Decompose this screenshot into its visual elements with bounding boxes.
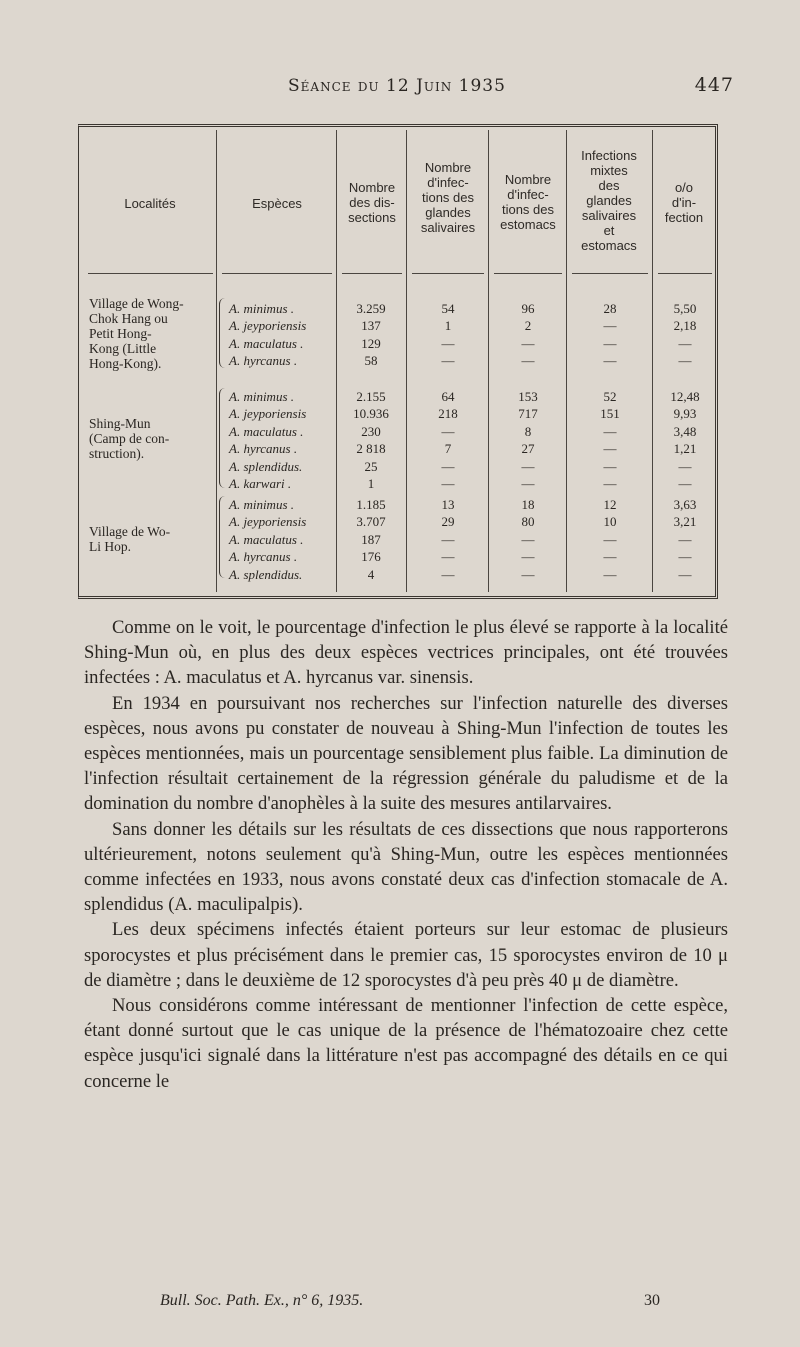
glandes-cell: 64 [441,389,455,404]
header-estomacs: Nombre d'infec- tions des estomacs [500,172,556,232]
dissections-cell: 137 [361,318,381,334]
species-cell: A. jeyporiensis [229,318,307,334]
header-title: Séance du 12 Juin 1935 [288,76,506,96]
mixtes-cell: 12 [603,497,617,512]
estomacs-cell: — [521,353,535,369]
species-cell: A. minimus . [229,301,294,316]
species-cell: A. minimus . [229,389,294,404]
mixtes-cell: 10 [603,514,617,530]
estomacs-cell: 2 [524,318,532,334]
dissections-cell: 1.185 [356,497,386,512]
species-cell: A. minimus . [229,497,294,512]
species-cell: A. maculatus . [229,531,304,547]
dissections-cell: 1 [367,476,375,491]
mixtes-cell: — [603,476,617,491]
paragraph: Sans donner les détails sur les résultats de ces dissections que nous rapporterons ultérieurement, notons seulement qu'à Shing-Mun, outre les espèces mentionnées comme infectées en 1933, nous avons constaté deux cas d'infection stomacale de A. splendidus (A. maculipalpis). [84,818,728,916]
species-cell: A. splendidus. [229,458,303,474]
species-cell: A. jeyporiensis [229,514,307,530]
pct-cell: — [678,353,692,369]
glandes-cell: — [441,353,455,369]
glandes-cell: 1 [444,318,452,334]
species-cell: A. maculatus . [229,335,304,351]
mixtes-cell: 52 [603,389,617,404]
species-cell: A. maculatus . [229,423,304,439]
glandes-cell: — [441,458,455,474]
glandes-cell: 13 [441,497,455,512]
mixtes-cell: — [603,423,617,439]
mixtes-cell: — [603,531,617,547]
pct-cell: 12,48 [670,389,700,404]
estomacs-cell: 27 [521,441,535,457]
pct-cell: — [678,458,692,474]
pct-cell: 3,21 [673,514,697,530]
pct-cell: — [678,549,692,565]
glandes-cell: — [441,566,455,582]
dissections-cell: 176 [361,549,381,565]
page-number: 447 [694,74,734,96]
estomacs-cell: 8 [524,423,532,439]
glandes-cell: 54 [441,301,455,316]
glandes-cell: 29 [441,514,455,530]
mixtes-cell: — [603,549,617,565]
estomacs-cell: 96 [521,301,535,316]
dissections-cell: 2 818 [356,441,386,457]
estomacs-cell: 18 [521,497,535,512]
journal-citation: Bull. Soc. Path. Ex., n° 6, 1935. [160,1292,364,1309]
dissections-cell: 10.936 [353,406,389,422]
locality-wo-li-hop: Village de Wo- Li Hop. [89,524,171,554]
dissections-cell: 4 [367,566,375,582]
estomacs-cell: — [521,566,535,582]
species-cell: A. karwari . [229,476,292,491]
dissections-cell: 3.259 [356,301,386,316]
glandes-cell: 218 [438,406,458,422]
header-especes: Espèces [252,196,302,211]
mixtes-cell: 151 [600,406,620,422]
species-cell: A. hyrcanus . [229,353,298,369]
species-cell: A. jeyporiensis [229,406,307,422]
glandes-cell: — [441,531,455,547]
paragraph: Comme on le voit, le pourcentage d'infection le plus élevé se rapporte à la localité Shing-Mun où, en plus des deux espèces vectrices principales, ont été trouvées infectées : A. maculatus et A. hyrcanus var. sinensis. [84,617,728,689]
mixtes-cell: — [603,566,617,582]
pct-cell: — [678,476,692,491]
header-glandes: Nombre d'infec- tions des glandes salivaires [420,160,476,235]
signature-mark: 30 [644,1292,660,1309]
pct-cell: — [678,566,692,582]
estomacs-cell: — [521,549,535,565]
paragraph: Nous considérons comme intéressant de mentionner l'infection de cette espèce, étant donné surtout que le cas unique de la présence de l'hématozoaire chez cette espèce jusqu'ici signalé dans la littérature n'est pas accompagné des détails en ce qui concerne le [84,995,728,1092]
mixtes-cell: — [603,441,617,457]
species-cell: A. splendidus. [229,566,303,582]
dissections-cell: 230 [361,423,381,439]
locality-shing-mun: Shing-Mun (Camp de con- struction). [89,416,170,461]
running-header [60,76,742,100]
glandes-cell: — [441,335,455,351]
dissections-cell: 25 [364,458,378,474]
dissections-cell: 3.707 [356,514,386,530]
pct-cell: 3,48 [673,423,697,439]
mixtes-cell: 28 [603,301,617,316]
species-cell: A. hyrcanus . [229,549,298,565]
pct-cell: 1,21 [673,441,697,457]
estomacs-cell: 80 [521,514,535,530]
mixtes-cell: — [603,353,617,369]
estomacs-cell: 717 [518,406,538,422]
estomacs-cell: — [521,335,535,351]
paragraph: En 1934 en poursuivant nos recherches sur l'infection naturelle des diverses espèces, nous avons pu constater de nouveau à Shing-Mun l'infection de toutes les espèces mentionnées, mais un pourcentage sensiblement plus faible. La diminution de l'infection résultait certainement de la régression générale du paludisme et de la domination du nombre d'anophèles à la suite des mesures antilarvaires. [84,692,728,815]
header-dissections: Nombre des dis- sections [348,180,396,225]
header-pct: o/o d'in- fection [664,180,704,225]
glandes-cell: — [441,549,455,565]
pct-cell: — [678,531,692,547]
pct-cell: — [678,335,692,351]
dissections-cell: 2.155 [356,389,386,404]
pct-cell: 3,63 [673,497,697,512]
mixtes-cell: — [603,318,617,334]
estomacs-cell: 153 [518,389,538,404]
estomacs-cell: — [521,476,535,491]
footer [160,1292,680,1310]
pct-cell: 2,18 [673,318,697,334]
header-mixtes: Infections mixtes des glandes salivaires et estomacs [581,148,637,253]
pct-cell: 5,50 [673,301,697,316]
glandes-cell: 7 [444,441,452,457]
locality-wong-chok-hang: Village de Wong- Chok Hang ou Petit Hong- Kong (Little Hong-Kong). [89,296,184,371]
mixtes-cell: — [603,458,617,474]
pct-cell: 9,93 [673,406,697,422]
estomacs-cell: — [521,531,535,547]
dissections-cell: 187 [361,531,381,547]
glandes-cell: — [441,423,455,439]
header-localites: Localités [124,196,176,211]
mixtes-cell: — [603,335,617,351]
dissections-cell: 129 [361,335,381,351]
body-text [84,615,728,1094]
paragraph: Les deux spécimens infectés étaient porteurs sur leur estomac de plusieurs sporocystes et plus précisément dans le premier cas, 15 sporocystes environ de 10 μ de diamètre ; dans le deuxième de 12 sporocystes d'à peu près 40 μ de diamètre. [84,919,728,991]
glandes-cell: — [441,476,455,491]
dissections-cell: 58 [364,353,378,369]
estomacs-cell: — [521,458,535,474]
species-cell: A. hyrcanus . [229,441,298,457]
